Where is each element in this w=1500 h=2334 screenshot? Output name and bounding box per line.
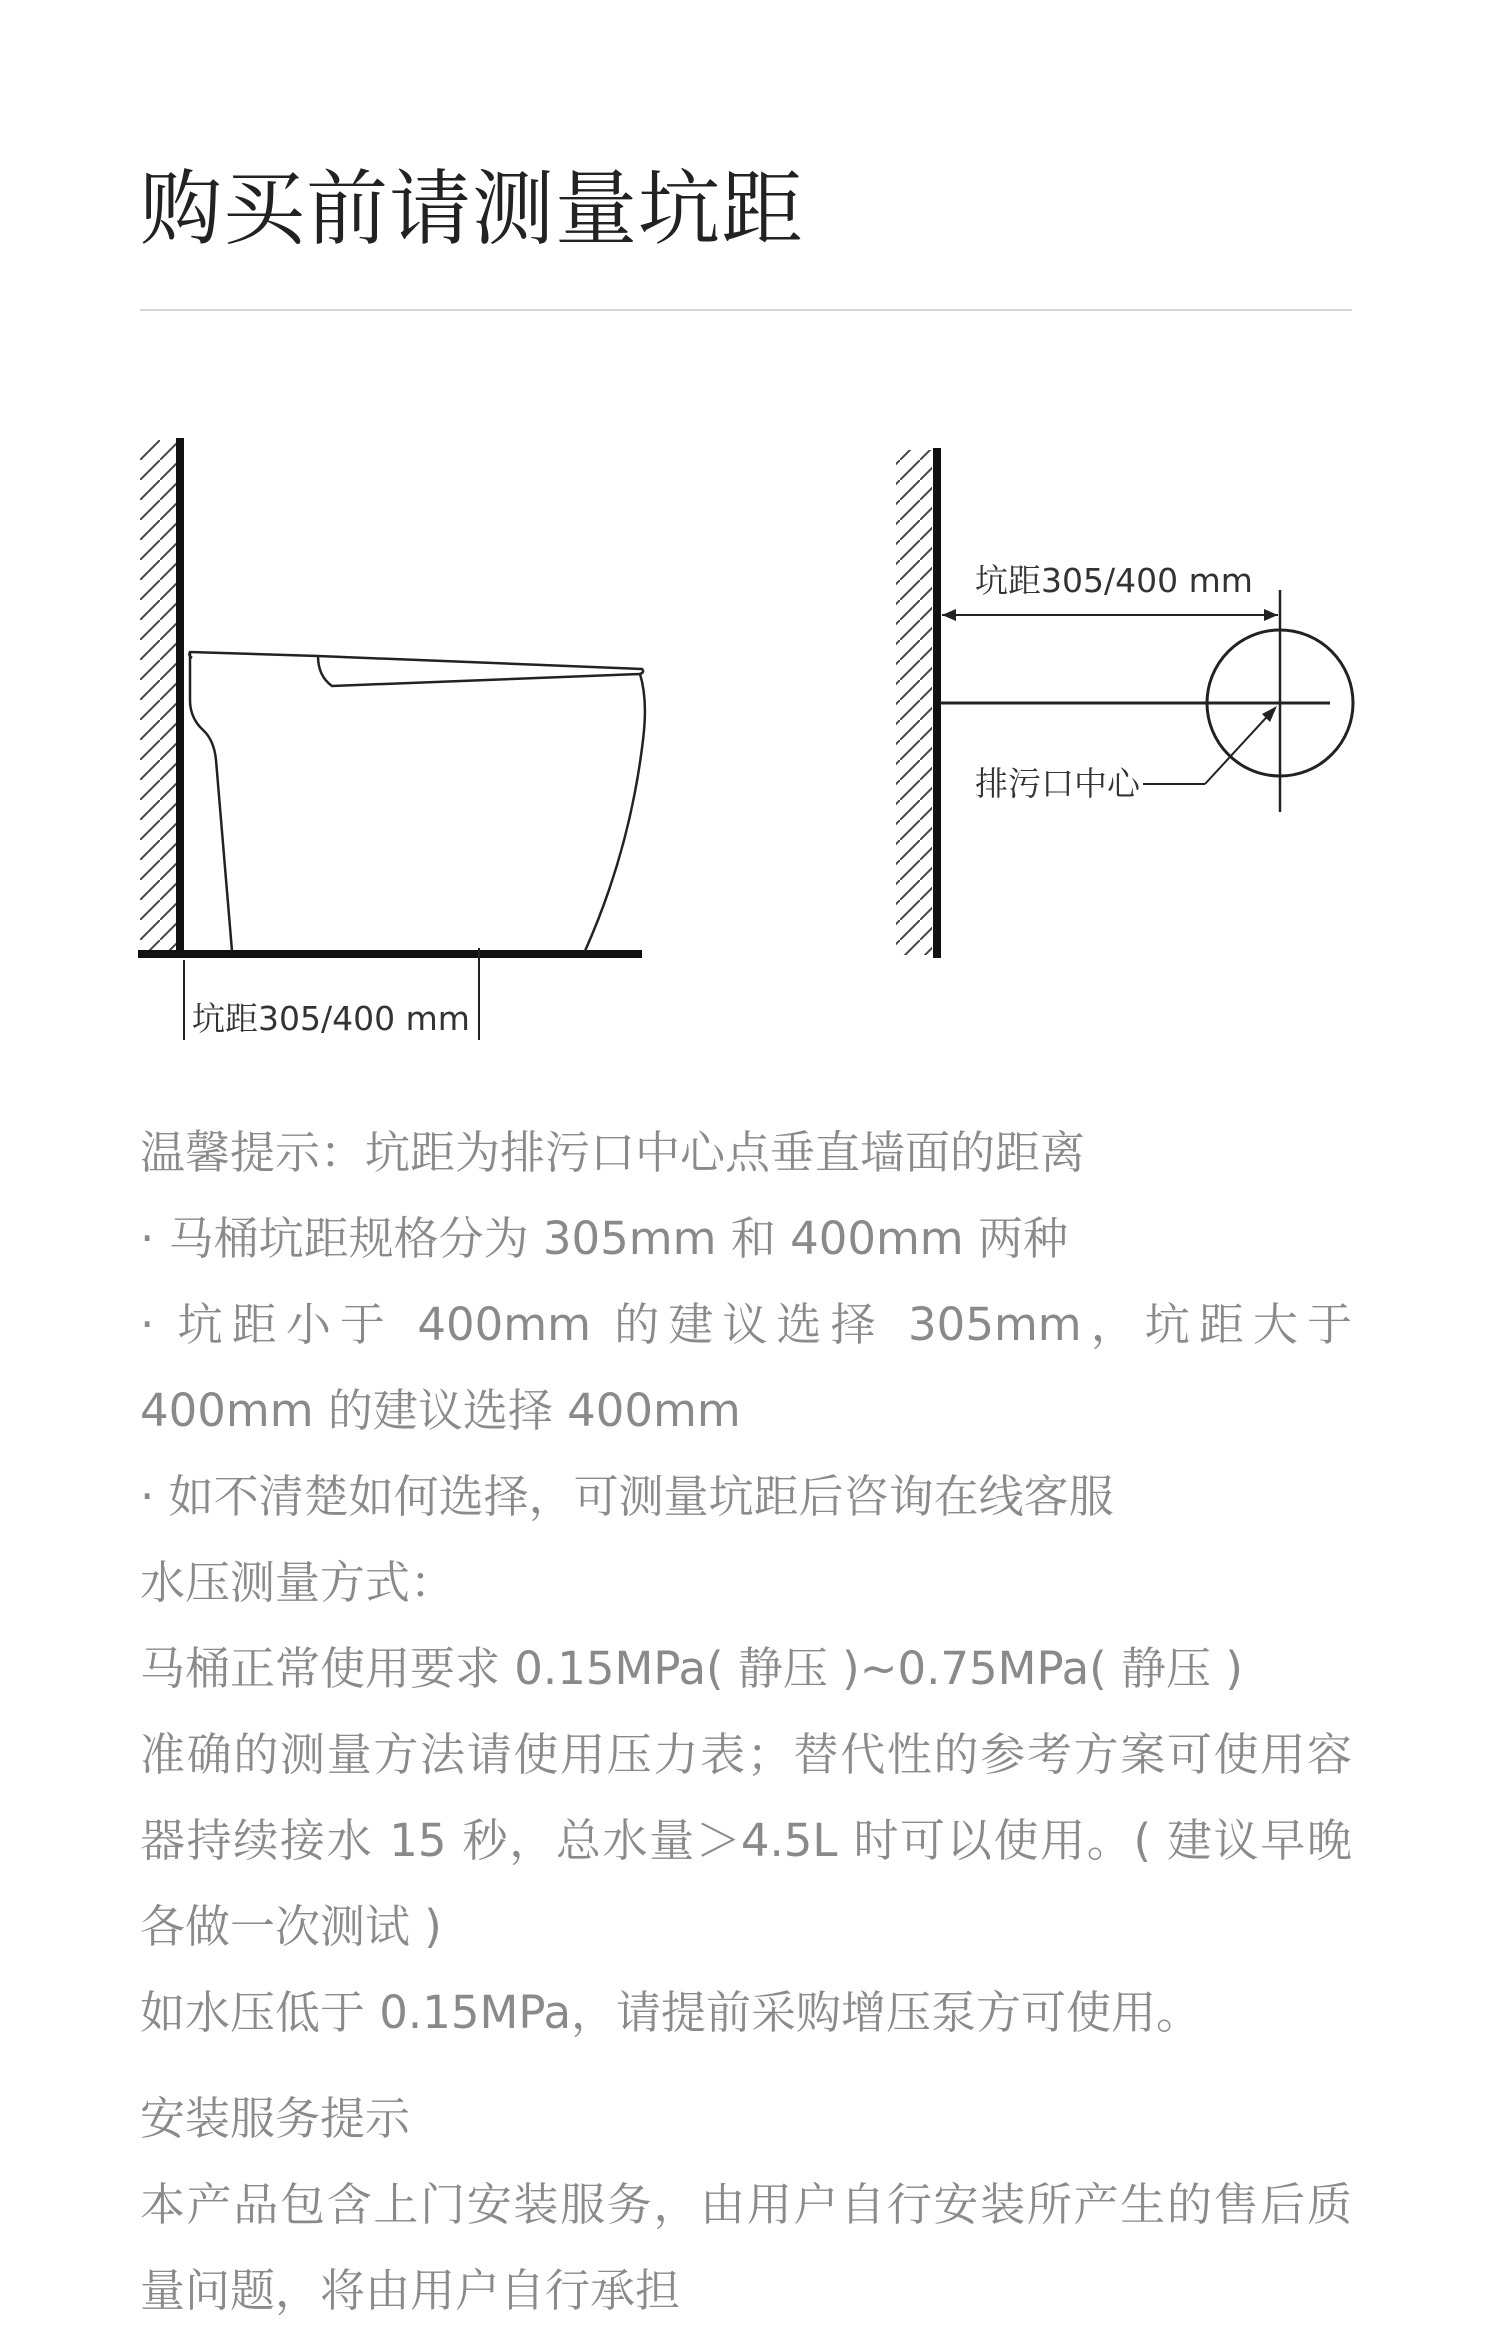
tips-bullet: · 马桶坑距规格分为 305mm 和 400mm 两种 bbox=[140, 1212, 1068, 1265]
toilet-icon bbox=[189, 652, 645, 951]
tips-heading: 温馨提示：坑距为排污口中心点垂直墙面的距离 bbox=[140, 1126, 1086, 1179]
wall-hatch-left bbox=[140, 440, 176, 950]
dimension-arrow-left-icon bbox=[942, 609, 956, 621]
drain-center-leader-diagonal bbox=[1205, 708, 1275, 784]
side-view-diagram bbox=[138, 438, 645, 1040]
water-pressure-line: 如水压低于 0.15MPa，请提前采购增压泵方可使用。 bbox=[140, 1986, 1202, 2039]
wall-hatch-right bbox=[896, 450, 932, 955]
water-pressure-heading: 水压测量方式： bbox=[140, 1556, 456, 1609]
pit-distance-diagram bbox=[0, 0, 1500, 1060]
tips-bullet: · 如不清楚如何选择，可测量坑距后咨询在线客服 bbox=[140, 1470, 1114, 1523]
water-pressure-line: 马桶正常使用要求 0.15MPa( 静压 )~0.75MPa( 静压 ) bbox=[140, 1642, 1243, 1695]
page-title: 购买前请测量坑距 bbox=[140, 162, 805, 257]
tips-bullet: · 坑距小于 400mm 的建议选择 305mm，坑距大于 400mm 的建议选择 400mm bbox=[140, 1298, 1352, 1437]
drain-center-label: 排污口中心 bbox=[975, 764, 1140, 803]
dimension-arrow-right-icon bbox=[1264, 609, 1278, 621]
top-view-dimension-label: 坑距305/400 mm bbox=[975, 561, 1253, 600]
side-view-dimension-label: 坑距305/400 mm bbox=[192, 999, 470, 1038]
water-pressure-line: 准确的测量方法请使用压力表；替代性的参考方案可使用容器持续接水 15 秒，总水量＞4.5L 时可以使用。( 建议早晚各做一次测试 ) bbox=[140, 1728, 1352, 1953]
install-text: 本产品包含上门安装服务，由用户自行安装所产生的售后质量问题，将由用户自行承担 bbox=[140, 2178, 1352, 2317]
section-gap bbox=[140, 2056, 1352, 2076]
tips-content bbox=[140, 1110, 1352, 2334]
top-view-diagram bbox=[896, 448, 1353, 958]
install-heading: 安装服务提示 bbox=[140, 2092, 411, 2145]
